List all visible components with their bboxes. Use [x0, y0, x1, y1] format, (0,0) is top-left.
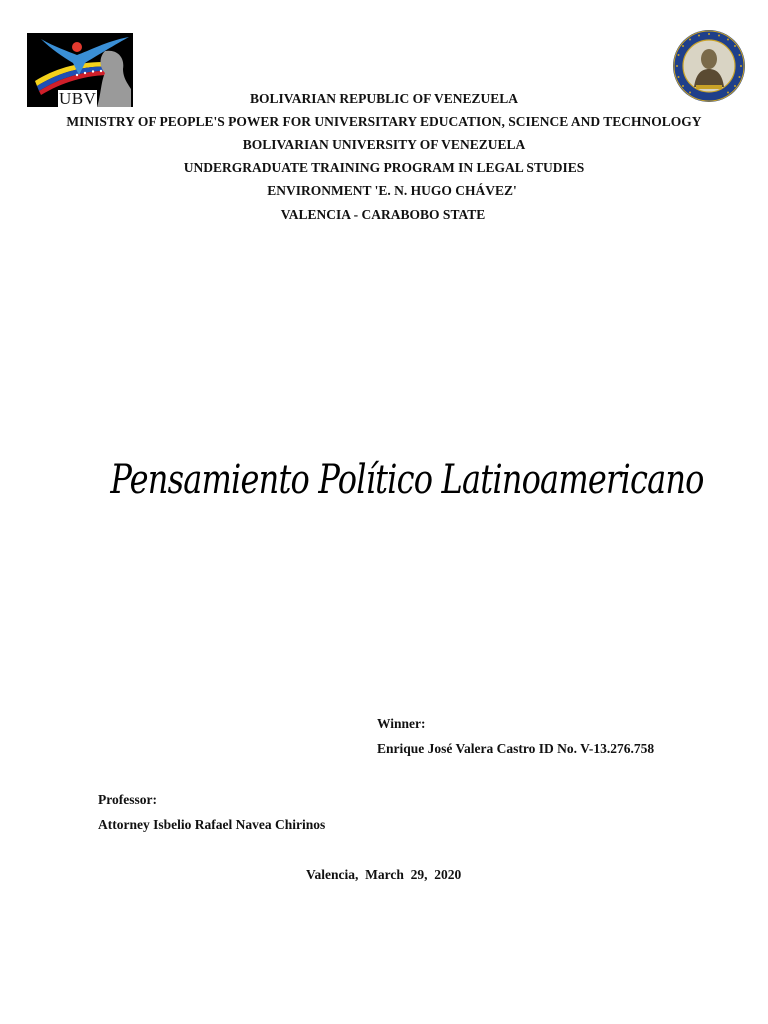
document-title: Pensamiento Político Latinoamericano [110, 457, 704, 503]
professor-name: Attorney Isbelio Rafael Navea Chirinos [98, 817, 326, 832]
winner-label: Winner: [377, 716, 426, 731]
header-line-program: UNDERGRADUATE TRAINING PROGRAM IN LEGAL STUDIES [183, 160, 585, 175]
winner-name: Enrique José Valera Castro ID No. V-13.276.758 [377, 741, 655, 756]
document-date: Valencia, March 29, 2020 [306, 867, 462, 882]
header-line-university: BOLIVARIAN UNIVERSITY OF VENEZUELA [242, 137, 526, 152]
professor-label: Professor: [98, 792, 157, 807]
header-line-environment: ENVIRONMENT 'E. N. HUGO CHÁVEZ' [267, 183, 517, 198]
header-line-location: VALENCIA - CARABOBO STATE [280, 207, 486, 222]
header-line-country: BOLIVARIAN REPUBLIC OF VENEZUELA [250, 91, 518, 106]
header-line-ministry: MINISTRY OF PEOPLE'S POWER FOR UNIVERSITARY EDUCATION, SCIENCE AND TECHNOLOGY [66, 114, 702, 129]
ubv-logo-text: UBV [59, 89, 97, 107]
